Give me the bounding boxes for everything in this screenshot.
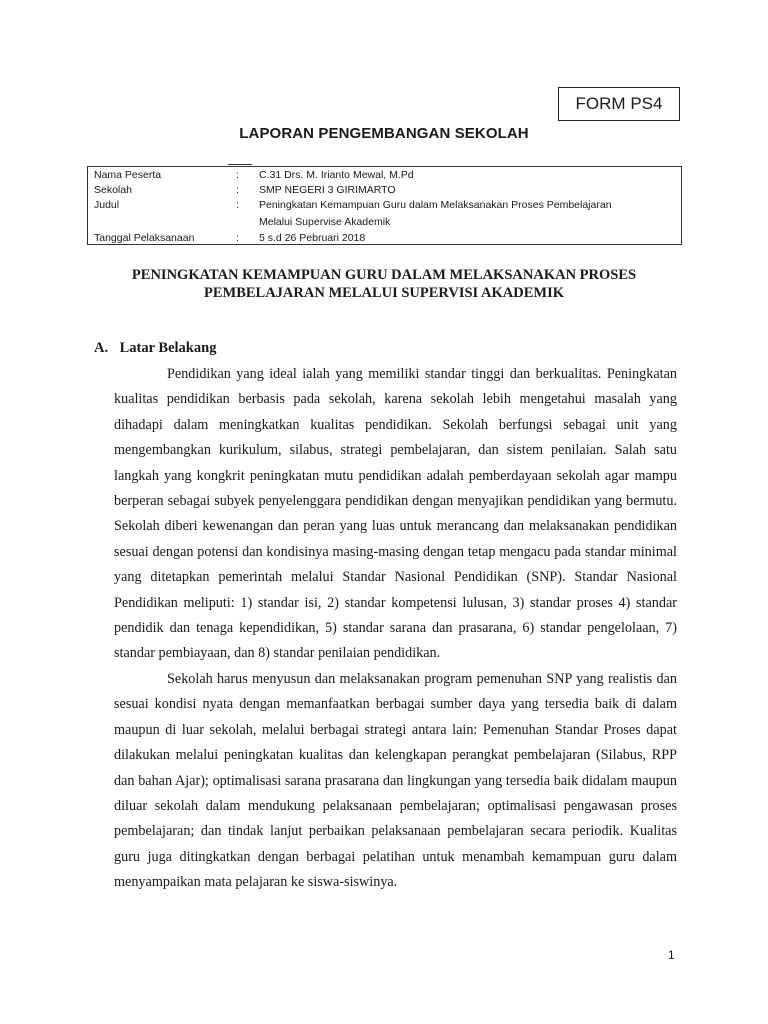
main-title-line: PENINGKATAN KEMAMPUAN GURU DALAM MELAKSANAKAN PROSES — [131, 267, 637, 283]
section-title: Latar Belakang — [119, 340, 217, 356]
paragraph: Sekolah harus menyusun dan melaksanakan program pemenuhan SNP yang realistis dan sesuai kondisi nyata dengan memanfaatkan berbagai sumber daya yang tersedia baik di dalam maupun di luar sekolah, melalui berbagai strategi antara lain: Pemenuhan Standar Proses dapat dilakukan melalui peningkatan kualitas dan kelengkapan perangkat pembelajaran (Silabus, RPP dan bahan Ajar); optimalisasi sarana prasarana dan lingkungan yang tersedia baik didalam maupun diluar sekolah dalam mendukung pelaksanaan pembelajaran; optimalisasi pengawasan proses pembelajaran; dan tindak lanjut perbaikan pelaksanaan pembelajaran secara periodik. Kualitas guru juga ditingkatkan dengan berbagai pelatihan untuk menambah kemampuan guru dalam menyampaikan mata pelajaran ke siswa-siswinya. — [114, 670, 677, 891]
info-colon: : — [236, 232, 239, 244]
info-row-tanggal — [88, 231, 681, 245]
table-divider-stub — [228, 164, 252, 165]
paragraph: Pendidikan yang ideal ialah yang memiliki standar tinggi dan berkualitas. Peningkatan kualitas pendidikan berbasis pada sekolah, karena sekolah lebih mengetahui masalah yang dihadapi dalam meningkatkan kualitas pendidikan. Sekolah berfungsi sebagai unit yang mengembangkan kurikulum, silabus, strategi pembelajaran, dan sistem penilaian. Salah satu langkah yang kongkrit peningkatan mutu pendidikan adalah pemberdayaan sekolah agar mampu berperan sebagai subyek penyelenggara pendidikan dengan menyajikan pendidikan yang bermutu. Sekolah diberi kewenangan dan peran yang luas untuk merancang dan melaksanakan pendidikan sesuai dengan potensi dan kondisinya masing-masing dengan tetap mengacu pada standar minimal yang ditetapkan pemerintah melalui Standar Nasional Pendidikan (SNP). Standar Nasional Pendidikan meliputi: 1) standar isi, 2) standar kompetensi lulusan, 3) standar proses 4) standar pendidik dan tenaga kependidikan, 5) standar sarana dan prasarana, 6) standar pengelolaan, 7) standar pembiayaan, dan 8) standar penilaian pendidikan. — [114, 366, 677, 662]
info-colon: : — [236, 184, 239, 196]
info-colon: : — [236, 199, 239, 211]
section-heading — [94, 340, 216, 357]
info-label: Tanggal Pelaksanaan — [94, 232, 195, 244]
section-number: A. — [94, 340, 109, 356]
document-title: LAPORAN PENGEMBANGAN SEKOLAH — [239, 125, 529, 142]
info-value: 5 s.d 26 Pebruari 2018 — [259, 232, 366, 244]
info-row-sekolah — [88, 183, 681, 197]
body-text — [114, 362, 677, 896]
info-value: SMP NEGERI 3 GIRIMARTO — [259, 184, 396, 196]
info-value: C.31 Drs. M. Irianto Mewal, M.Pd — [259, 169, 414, 181]
main-title — [0, 266, 768, 302]
form-label-box — [558, 87, 680, 121]
info-row-nama — [88, 168, 681, 182]
info-value-continued: Melalui Supervise Akademik — [259, 216, 391, 228]
info-colon: : — [236, 169, 239, 181]
participant-info-table — [87, 166, 682, 245]
info-label: Judul — [94, 199, 120, 211]
info-row-judul — [88, 198, 681, 212]
form-label: FORM PS4 — [575, 94, 663, 113]
info-value: Peningkatan Kemampuan Guru dalam Melaksanakan Proses Pembelajaran — [259, 199, 612, 211]
info-label: Sekolah — [94, 184, 132, 196]
page-number: 1 — [668, 948, 675, 962]
info-label: Nama Peserta — [94, 169, 162, 181]
main-title-line: PEMBELAJARAN MELALUI SUPERVISI AKADEMIK — [203, 285, 564, 301]
